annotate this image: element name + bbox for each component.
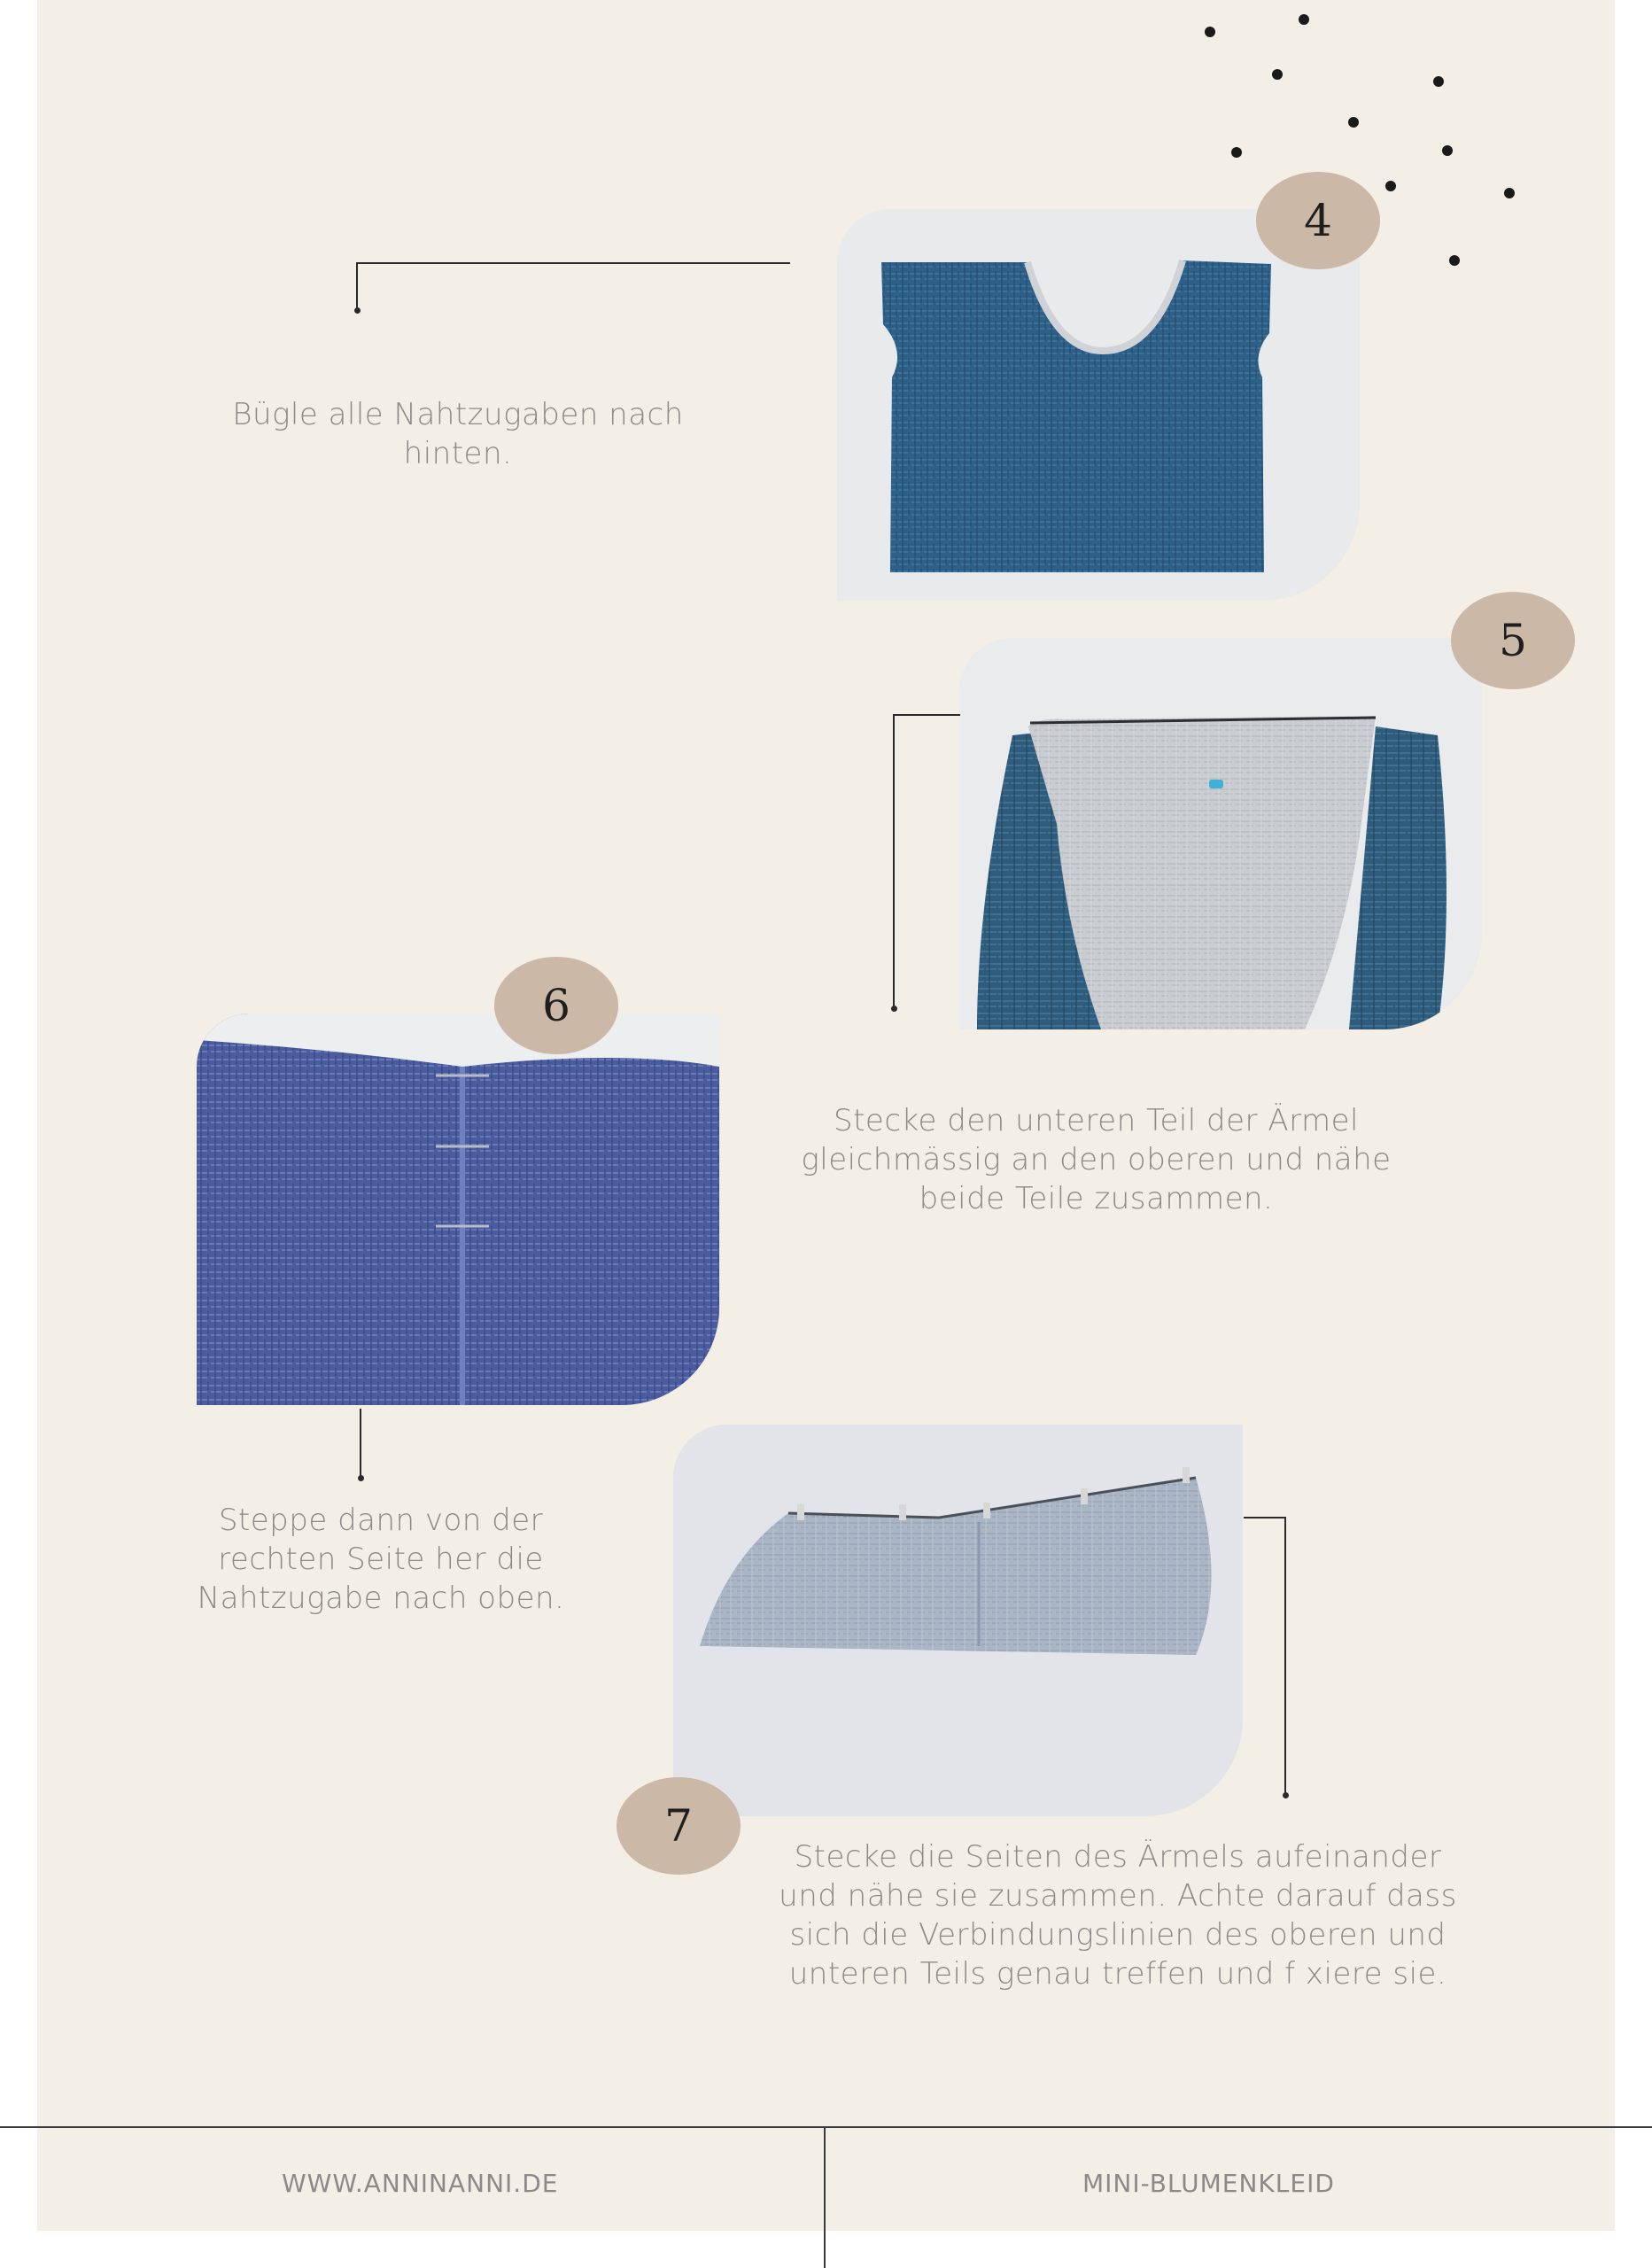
step-7-connector-end <box>1283 1792 1289 1798</box>
bodice-illustration <box>837 209 1360 601</box>
step-5-number: 5 <box>1499 615 1527 666</box>
footer-vertical-divider <box>824 2126 826 2268</box>
step-7-number: 7 <box>664 1800 693 1852</box>
step-5-photo <box>959 638 1482 1029</box>
footer-divider-line <box>0 2126 1652 2128</box>
step-4-connector-end <box>354 307 361 314</box>
topstitch-illustration <box>197 1014 719 1405</box>
step-4-number-badge <box>1256 172 1380 269</box>
step-4-text: Bügle alle Nahtzugaben nach hinten. <box>232 397 684 471</box>
step-6-connector-end <box>358 1475 364 1481</box>
step-4-number: 4 <box>1304 195 1332 246</box>
step-7-text: Stecke die Seiten des Ärmels aufeinander und nähe sie zusammen. Achte darauf dass sich die Verbindungslinien des oberen und unteren Teils genau treffen und f xiere sie. <box>779 1839 1457 1992</box>
step-5-text: Stecke den unteren Teil der Ärmel gleichmässig an den oberen und nähe beide Teile zusammen. <box>801 1103 1392 1216</box>
step-4-connector-drop <box>356 262 358 310</box>
step-5-connector-end <box>891 1006 897 1012</box>
footer-website: WWW.ANNINANNI.DE <box>282 2169 559 2198</box>
step-5-connector-drop <box>893 714 895 1008</box>
step-7-connector <box>1244 1517 1286 1518</box>
step-6-text: Steppe dann von der rechten Seite her die Nahtzugabe nach oben. <box>197 1503 565 1616</box>
step-6-connector <box>360 1409 361 1478</box>
step-7-connector-drop <box>1284 1517 1286 1795</box>
step-6-photo <box>197 1014 719 1405</box>
step-7-number-badge <box>617 1777 741 1875</box>
step-6-number: 6 <box>542 980 570 1031</box>
step-4-connector <box>358 262 790 264</box>
step-4-photo <box>837 209 1360 601</box>
sleeve-pinned-illustration <box>959 638 1482 1029</box>
step-6-number-badge <box>494 957 618 1054</box>
step-5-number-badge <box>1451 592 1575 689</box>
step-5-connector <box>893 714 960 716</box>
footer-title: MINI-BLUMENKLEID <box>1082 2169 1335 2198</box>
step-7-photo <box>673 1425 1243 1816</box>
sleeve-closed-illustration <box>673 1425 1243 1816</box>
